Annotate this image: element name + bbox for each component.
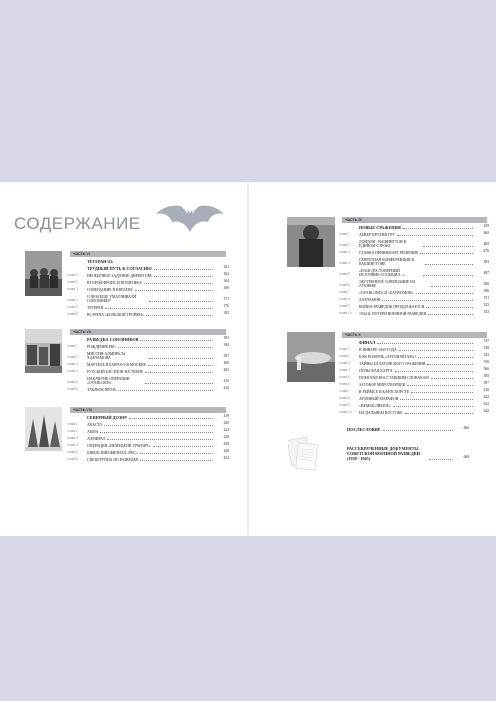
toc-chapter-number: глава 2 [67,355,78,359]
toc-row[interactable] [339,395,489,402]
toc-leader-dots [403,228,473,229]
part-8-label: ЧАСТЬ VIII [70,407,226,413]
toc-page-number: 448 [223,448,229,453]
toc-leader-dots [118,390,213,391]
toc-page-number: 538 [483,345,489,350]
toc-row[interactable] [67,361,229,368]
toc-row[interactable] [347,440,469,462]
toc-leader-dots [399,350,473,351]
toc-chapter-number: глава 4 [67,443,78,447]
toc-page-number: 369 [223,285,229,290]
toc-page-number: 394 [223,342,229,347]
toc-row[interactable] [339,289,489,296]
toc-part-heading: ТЕГЕРАН-43: [87,258,114,264]
toc-page-number: 460 [483,230,489,235]
part-9-label: ЧАСТЬ IX [342,217,487,223]
toc-leader-dots [149,358,213,359]
toc-page-number: 469 [483,241,489,246]
toc-leader-dots [140,453,213,454]
toc-page-number: 438 [223,441,229,446]
part-6-photo [25,251,62,296]
toc-leader-dots [400,399,473,400]
toc-entry-title: РОЖДЕНИЕ РКС [87,344,116,349]
toc-page-number: 403 [223,367,229,372]
toc-chapter-number: глава 6 [339,283,350,287]
toc-part-title [67,258,229,265]
toc-leader-dots [428,314,473,315]
toc-chapter-number: глава 3 [67,362,78,366]
toc-row[interactable] [339,310,489,317]
toc-leader-dots [129,418,213,419]
toc-entry-title: ПОСЛЕСЛОВИЕ [347,426,381,432]
toc-entry-title: МАРТЕЛЬ И БАРРОУЗ В МОСКВЕ [87,362,146,367]
toc-leader-dots [420,253,473,254]
book-spread [0,182,496,536]
toc-entry-title: ХАРЛАМОВ [359,297,381,302]
toc-page-number: 483 [483,259,489,264]
toc-leader-dots [423,246,473,247]
toc-row[interactable] [339,374,489,381]
part-9-toc [339,224,489,317]
toc-leader-dots [431,378,473,379]
toc-leader-dots [382,300,473,301]
toc-chapter-number: глава 7 [339,389,350,393]
toc-chapter-number: глава 6 [67,457,78,461]
toc-row[interactable] [67,286,229,293]
toc-entry-title: НА ДАЛЬНЕМ ВОСТОКЕ [359,410,403,415]
toc-entry-title: ЗАГОВОР МИРОТВОРЦЕВ [359,382,406,387]
toc-entry-title: АКАСТО [87,422,103,427]
toc-row[interactable] [67,375,229,386]
toc-chapter-number: глава 1 [339,232,350,236]
toc-entry-title: ОПЕРАЦИЯ «НЕМЕЦКИЙ ТРАНЗИТ» [87,443,151,448]
part-7-label: ЧАСТЬ VII [70,329,226,335]
toc-page-number: 428 [223,434,229,439]
toc-page-number: 511 [483,295,489,300]
toc-leader-dots [105,308,213,309]
toc-entry-title: ТЕГЕРАН [87,305,104,310]
toc-page-number: 371 [223,296,229,301]
toc-chapter-number: глава 7 [339,290,350,294]
part-7 [25,329,235,392]
toc-entry-title: ПОМОГАЯ ВОССТАВШИМ СЛОВАКАМ [359,375,429,380]
toc-page-number: 610 [483,387,489,392]
toc-entry-title: «НАШ ДОСТОВЕРНЫЙ ИСТОЧНИК СООБЩИЛ...» [359,268,405,277]
toc-entry-title: СТАВКА ПРИНИМАЕТ РЕШЕНИЕ [359,250,419,255]
toc-row[interactable] [67,456,229,463]
toc-row[interactable] [339,249,489,256]
book-gutter [247,182,249,536]
toc-page-number: 416 [223,385,229,390]
toc-row[interactable] [339,402,489,409]
toc-row[interactable] [339,339,489,346]
toc-entry-title: ЛОНДОН - ВАШИНГТОН В ЕДИНОМ СТРОЮ [359,239,407,248]
toc-row[interactable] [339,346,489,353]
toc-leader-dots [383,430,453,431]
toc-page-number: 566 [483,366,489,371]
toc-page-number: 410 [223,378,229,383]
toc-leader-dots [393,406,473,407]
toc-row[interactable] [339,256,489,267]
toc-chapter-number: глава 9 [339,304,350,308]
toc-chapter-number: глава 1 [67,344,78,348]
toc-entry-title: ПОЛЬСКАЯ КАРТА [359,368,393,373]
toc-entry-title: ЭКСТРЕННОЕ СОВЕЩАНИЕ НА ЛУБЯНКЕ [359,279,416,288]
toc-chapter-number: глава 4 [339,261,350,265]
toc-entry-title: НОВЫЕ СРАЖЕНИЯ [359,224,401,230]
toc-page-number: 420 [223,420,229,425]
toc-leader-dots [426,307,473,308]
toc-entry-title: ТАБАЧОК ВРОЗЬ [87,387,117,392]
toc-page-number: 419 [223,413,229,418]
toc-page-number: 400 [223,360,229,365]
toc-entry-title: РАЗВЕДКА СОЮЗНИКОВ [87,336,139,342]
part-10-label: ЧАСТЬ X [342,332,487,338]
toc-chapter-number: глава 5 [67,450,78,454]
toc-row[interactable] [67,304,229,311]
toc-leader-dots [154,269,213,270]
toc-page-number: 632 [483,401,489,406]
toc-entry-title: «НЕМЫСЛИМОЕ» [359,403,391,408]
toc-leader-dots [431,286,473,287]
toc-chapter-number: глава 3 [67,287,78,291]
toc-page-number: 597 [483,380,489,385]
toc-chapter-number: глава 5 [67,380,78,384]
toc-entry-title: СОВЕЩАНИЕ В КВЕБЕКЕ [87,287,133,292]
toc-row[interactable] [339,267,489,278]
documents-entry[interactable] [347,440,469,462]
toc-row[interactable] [67,343,229,350]
part-9-photo [287,217,335,267]
toc-entry-title: «OVERLORD» И «БАГРАТИОН» [359,290,414,295]
toc-page-number: 392 [223,310,229,315]
page-title: СОДЕРЖАНИЕ [14,214,141,233]
toc-leader-dots [135,290,213,291]
part-10-photo [287,332,335,382]
toc-row[interactable] [67,428,229,435]
toc-entry-title: НЕОБЫЧНОЕ ЗАДАНИЕ ДИРЕКТОРА [87,273,152,278]
toc-page-number: 506 [483,288,489,293]
toc-row[interactable] [67,279,229,286]
toc-chapter-number: глава 1 [67,273,78,277]
toc-leader-dots [140,460,213,461]
toc-chapter-number: глава 5 [339,272,350,276]
toc-row[interactable] [339,409,489,416]
toc-chapter-number: глава 10 [339,410,352,414]
toc-entry-title: МИССИЯ АДМИРАЛА ХАРЛАМОВА [87,351,126,360]
toc-leader-dots [418,357,473,358]
toc-entry-title: В РЕЙМСЕ И КАРЛСХОРСТЕ [359,389,410,394]
toc-entry-title: СЕВЕРНЫЙ ДОЗОР [87,414,127,420]
toc-row[interactable] [67,311,229,318]
part-10 [287,332,487,422]
toc-entry-title: ТРУДНЫЙ ПУТЬ К СОГЛАСИЮ [87,265,152,271]
toc-page-number: 523 [483,302,489,307]
toc-leader-dots [146,315,213,316]
toc-entry-title: АКМА [87,429,99,434]
toc-entry-title: АТОМНЫЙ МАРАФОН [359,396,399,401]
toc-entry-title: АДМИРАЛ [87,436,106,441]
toc-entry-title: СЕКРЕТНАЯ КОНФЕРЕНЦИЯ В ВАШИНГТОНЕ [359,257,415,266]
toc-entry-title: ФИНАЛ [359,339,376,345]
toc-row[interactable] [67,272,229,279]
toc-chapter-number: глава 1 [67,422,78,426]
toc-chapter-number: глава 2 [339,354,350,358]
toc-page-number: 364 [223,278,229,283]
toc-page-number: 666 [463,425,469,430]
toc-chapter-number: глава 1 [339,347,350,351]
toc-entry-title: НАКАНУНЕ ОПЕРАЦИИ «OVERLORD» [87,376,130,385]
toc-page-number: 459 [483,223,489,228]
toc-entry-title: СПЕЦГРУППА ПО РАЗВЕДКЕ [87,457,139,462]
toc-leader-dots [427,364,473,365]
toc-leader-dots [153,446,213,447]
toc-chapter-number: глава 2 [67,429,78,433]
toc-chapter-number: глава 4 [67,298,78,302]
toc-page-number: 362 [223,271,229,276]
toc-page-number: 585 [483,373,489,378]
toc-entry-title: 1944-й: ПОТЕРИ ВОЕННОЙ РАЗВЕДКИ [359,311,427,316]
toc-page-number: 556 [483,359,489,364]
toc-row[interactable] [67,293,229,304]
toc-chapter-number: глава 3 [339,250,350,254]
toc-row[interactable] [67,368,229,375]
toc-page-number: 668 [463,454,469,459]
part-8 [25,407,235,467]
toc-leader-dots [100,432,213,433]
toc-entry-title: РУССКИЙ БАСТИОН НА ТЕМЗЕ [87,369,144,374]
toc-leader-dots [425,264,473,265]
toc-chapter-number: глава 10 [339,311,352,315]
toc-page-number: 500 [483,281,489,286]
toc-row[interactable] [67,449,229,456]
toc-page-number: 454 [223,455,229,460]
toc-chapter-number: глава 5 [339,375,350,379]
part-6-toc [67,258,229,318]
part-10-toc [339,339,489,416]
toc-chapter-number: глава 3 [339,361,350,365]
toc-leader-dots [429,459,453,460]
toc-row[interactable] [67,414,229,421]
toc-entry-title: ШВЕДСКИЙ ФИЛИАЛ «РКС» [87,450,138,455]
toc-row[interactable] [339,381,489,388]
toc-row[interactable] [339,388,489,395]
toc-row[interactable] [347,426,469,433]
toc-row[interactable] [339,296,489,303]
documents-illustration [288,424,324,484]
toc-row[interactable] [67,350,229,361]
toc-leader-dots [140,340,213,341]
part-8-photo [25,407,62,451]
toc-row[interactable] [67,265,229,272]
part-8-toc [67,414,229,463]
toc-page-number: 533 [483,309,489,314]
toc-leader-dots [405,413,473,414]
toc-page-number: 476 [483,248,489,253]
afterword-entry[interactable] [347,426,469,433]
toc-page-number: 487 [483,270,489,275]
toc-chapter-number: глава 6 [67,387,78,391]
toc-entry-title: ВОЙНА РАЗВЕДОК ПРОДОЛЖАЕТСЯ [359,304,425,309]
toc-chapter-number: глава 8 [339,297,350,301]
toc-row[interactable] [339,367,489,374]
part-6 [25,251,235,317]
toc-leader-dots [411,392,473,393]
toc-page-number: 397 [223,353,229,358]
toc-row[interactable] [339,303,489,310]
part-6-label: ЧАСТЬ VI [70,251,226,257]
toc-chapter-number: глава 4 [67,369,78,373]
toc-page-number: 376 [223,303,229,308]
toc-row[interactable] [339,353,489,360]
toc-page-number: 424 [223,427,229,432]
toc-row[interactable] [339,224,489,231]
toc-page-number: 642 [483,408,489,413]
toc-entry-title: АБВЕР ПРОТИВ ГРУ [359,232,395,237]
toc-row[interactable] [339,231,489,238]
toc-chapter-number: глава 2 [67,280,78,284]
toc-chapter-number: глава 6 [67,312,78,316]
toc-chapter-number: глава 2 [339,243,350,247]
toc-chapter-number: глава 5 [67,305,78,309]
toc-leader-dots [104,425,213,426]
toc-leader-dots [154,276,213,277]
toc-row[interactable] [339,238,489,249]
toc-chapter-number: глава 4 [339,368,350,372]
toc-leader-dots [377,343,473,344]
toc-leader-dots [416,293,473,294]
toc-entry-title: КАК ПОМОЧЬ «АРГОНАВТАМ»? [359,354,417,359]
toc-row[interactable] [339,360,489,367]
toc-leader-dots [423,275,473,276]
toc-entry-title: ТАЙНЫ БАЛАТОНСКОГО СРАЖЕНИЯ [359,361,426,366]
toc-row[interactable] [339,278,489,289]
toc-leader-dots [118,347,213,348]
toc-leader-dots [149,301,213,302]
toc-chapter-number: глава 9 [339,403,350,407]
toc-entry-title: В ЯНВАРЕ 1945 ГОДА [359,347,397,352]
toc-leader-dots [395,371,473,372]
toc-row[interactable] [67,386,229,393]
toc-entry-title: ВТОРОЙ ФРОНТ И ПОЛИТИКА [87,280,142,285]
toc-entry-title: О ЧЕМ ЕЩЕ УМАЛЧИВАЛИ СОЮЗНИКИ? [87,294,137,303]
toc-row[interactable] [67,336,229,343]
toc-row[interactable] [67,442,229,449]
toc-page-number: 393 [223,335,229,340]
toc-page-number: 622 [483,394,489,399]
toc-entry-title: РАССЕКРЕЧЕННЫЕ ДОКУМЕНТЫ СОВЕТСКОЙ ВОЕННОЙ РАЗВЕДКИ (1938 - 1945) [347,445,421,461]
bat-emblem-icon [150,202,230,242]
toc-chapter-number: глава 3 [67,436,78,440]
part-7-photo [25,329,62,373]
part-9 [287,217,489,316]
toc-page-number: 543 [483,352,489,357]
toc-leader-dots [145,372,213,373]
toc-chapter-number: глава 8 [339,396,350,400]
toc-leader-dots [397,235,473,236]
part-7-toc [67,336,229,393]
toc-row[interactable] [67,421,229,428]
toc-page-number: 361 [223,264,229,269]
toc-page-number: 537 [483,338,489,343]
toc-entry-title: ВСТРЕЧА «БОЛЬШОЙ ТРОЙКИ» [87,312,144,317]
toc-leader-dots [407,385,473,386]
toc-leader-dots [145,383,213,384]
toc-row[interactable] [67,435,229,442]
toc-chapter-number: глава 6 [339,382,350,386]
toc-leader-dots [148,365,213,366]
toc-leader-dots [144,283,213,284]
toc-leader-dots [107,439,213,440]
